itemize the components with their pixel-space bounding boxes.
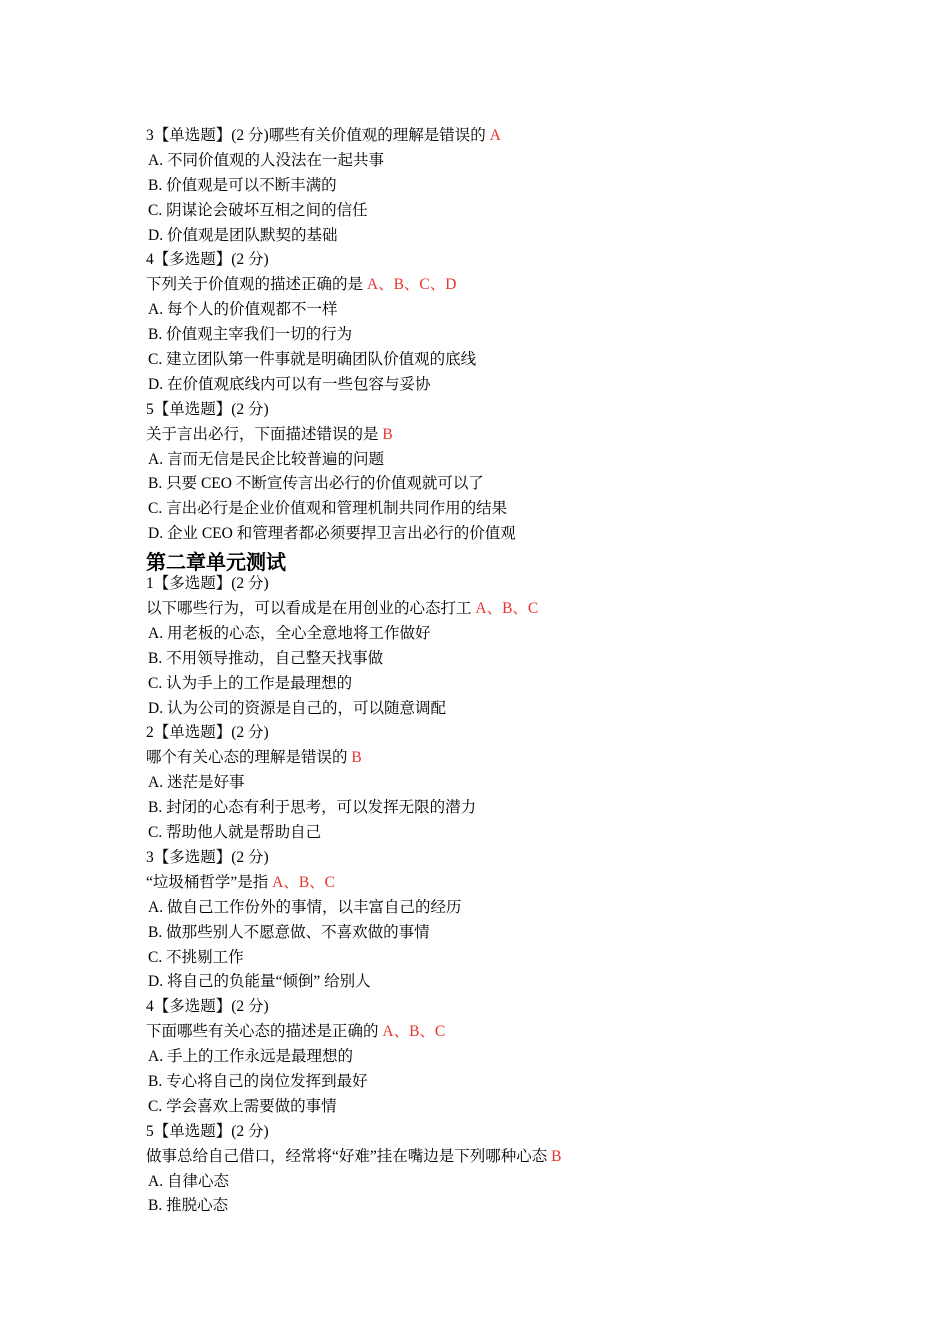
question-block — [146, 995, 846, 1119]
question-head: 1【多选题】(2 分) — [146, 575, 269, 593]
question-block — [146, 846, 846, 995]
option-item: A. 每个人的价值观都不一样 — [148, 301, 338, 319]
question-stem: 下面哪些有关心态的描述是正确的 A、B、C — [146, 1023, 446, 1041]
question-block — [146, 398, 846, 547]
option-item: A. 言而无信是民企比较普遍的问题 — [148, 450, 384, 468]
option-item: A. 自律心态 — [148, 1172, 229, 1190]
question-head: 3【单选题】(2 分)哪些有关价值观的理解是错误的 A — [146, 127, 501, 144]
option-item: C. 阴谋论会破坏互相之间的信任 — [148, 201, 368, 219]
option-item: C. 不挑剔工作 — [148, 948, 244, 966]
option-item: A. 手上的工作永远是最理想的 — [148, 1048, 353, 1066]
answer-key: B — [382, 425, 393, 443]
option-item: B. 只要 CEO 不断宣传言出必行的价值观就可以了 — [148, 475, 484, 493]
question-head: 3【多选题】(2 分) — [146, 848, 269, 866]
question-head: 2【单选题】(2 分) — [146, 724, 269, 742]
answer-key: A — [489, 127, 501, 144]
question-head: 4【多选题】(2 分) — [146, 251, 269, 269]
question-block — [146, 572, 846, 721]
option-item: B. 做那些别人不愿意做、不喜欢做的事情 — [148, 923, 430, 941]
question-block — [146, 248, 846, 397]
option-item: C. 建立团队第一件事就是明确团队价值观的底线 — [148, 351, 477, 369]
option-item: A. 不同价值观的人没法在一起共事 — [148, 151, 384, 169]
question-stem: 哪个有关心态的理解是错误的 B — [146, 749, 362, 767]
answer-key: B — [551, 1147, 562, 1165]
option-item: B. 不用领导推动，自己整天找事做 — [148, 649, 384, 667]
question-stem: 以下哪些行为，可以看成是在用创业的心态打工 A、B、C — [146, 600, 539, 618]
question-head: 5【单选题】(2 分) — [146, 1122, 269, 1140]
option-item: B. 专心将自己的岗位发挥到最好 — [148, 1072, 368, 1090]
chapter-heading: 第二章单元测试 — [146, 550, 286, 575]
question-block — [146, 1120, 846, 1220]
question-block — [146, 721, 846, 845]
question-stem: 下列关于价值观的描述正确的是 A、B、C、D — [146, 276, 457, 294]
option-item: D. 企业 CEO 和管理者都必须要捍卫言出必行的价值观 — [148, 525, 516, 543]
option-item: A. 迷茫是好事 — [148, 774, 245, 792]
answer-key: B — [351, 749, 362, 767]
option-item: C. 学会喜欢上需要做的事情 — [148, 1097, 337, 1115]
option-item: C. 言出必行是企业价值观和管理机制共同作用的结果 — [148, 500, 508, 518]
answer-key: A、B、C — [475, 600, 539, 618]
option-item: D. 将自己的负能量“倾倒” 给别人 — [148, 973, 371, 991]
question-block — [146, 124, 846, 248]
option-item: C. 帮助他人就是帮助自己 — [148, 824, 322, 842]
question-stem: 关于言出必行，下面描述错误的是 B — [146, 425, 393, 443]
option-item: B. 价值观主宰我们一切的行为 — [148, 326, 353, 344]
option-item: A. 用老板的心态，全心全意地将工作做好 — [148, 624, 431, 642]
question-stem: 做事总给自己借口，经常将“好难”挂在嘴边是下列哪种心态 B — [146, 1147, 562, 1165]
option-item: A. 做自己工作份外的事情，以丰富自己的经历 — [148, 898, 462, 916]
option-item: D. 价值观是团队默契的基础 — [148, 226, 338, 244]
answer-key: A、B、C — [382, 1023, 446, 1041]
option-item: D. 在价值观底线内可以有一些包容与妥协 — [148, 375, 431, 393]
answer-key: A、B、C、D — [366, 276, 457, 294]
document-content — [146, 124, 846, 1219]
question-head: 4【多选题】(2 分) — [146, 998, 269, 1016]
question-head: 5【单选题】(2 分) — [146, 400, 269, 418]
option-item: B. 价值观是可以不断丰满的 — [148, 176, 337, 194]
option-item: B. 封闭的心态有利于思考，可以发挥无限的潜力 — [148, 799, 477, 817]
option-item: B. 推脱心态 — [148, 1197, 229, 1215]
answer-key: A、B、C — [272, 873, 336, 891]
question-stem: “垃圾桶哲学”是指 A、B、C — [146, 873, 336, 891]
option-item: D. 认为公司的资源是自己的，可以随意调配 — [148, 699, 446, 717]
option-item: C. 认为手上的工作是最理想的 — [148, 674, 353, 692]
